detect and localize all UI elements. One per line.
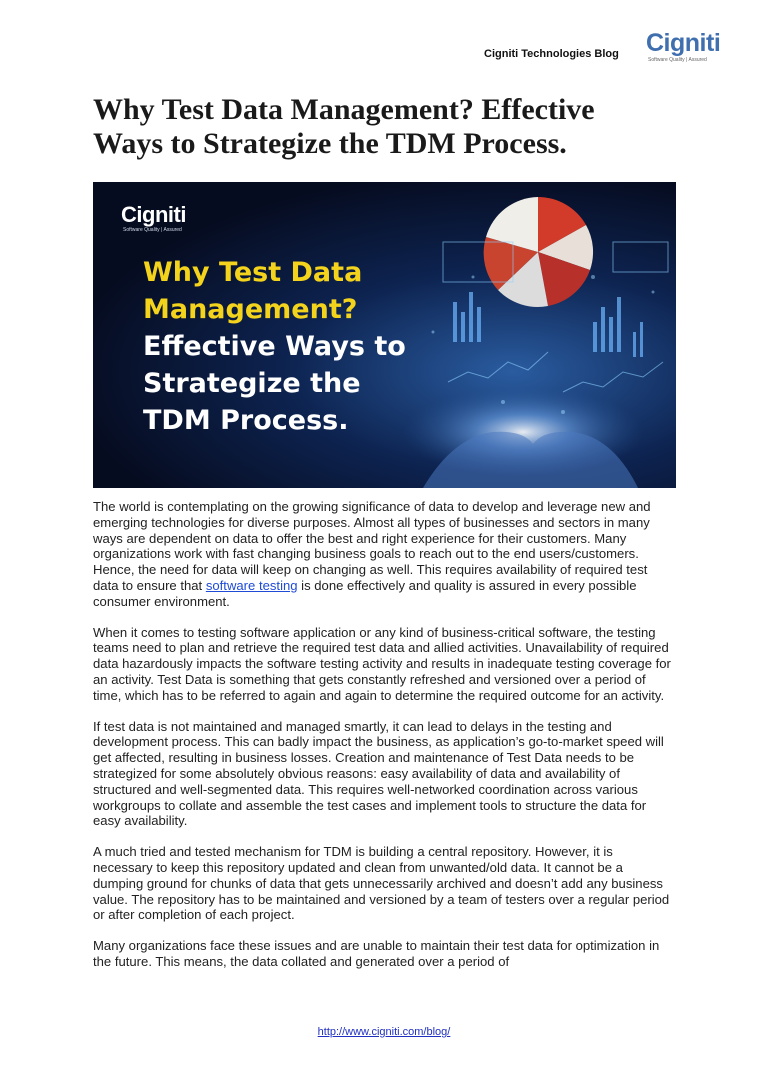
hero-headline-line1: Why Test Data (143, 257, 363, 288)
blog-header-label: Cigniti Technologies Blog (484, 48, 619, 60)
article-title-line1: Why Test Data Management? Effective (93, 93, 595, 126)
software-testing-link[interactable]: software testing (205, 577, 298, 593)
hero-headline-line5: TDM Process. (143, 405, 349, 436)
hero-headline-line4: Strategize the (143, 368, 361, 399)
paragraph-5: Many organizations face these issues and are unable to maintain their test data for optimization in the future. This means, the data collated and generated over a period of (93, 938, 660, 969)
hero-cigniti-logo (121, 204, 186, 233)
cigniti-logo[interactable] (646, 31, 732, 67)
hero-headline (143, 254, 433, 439)
footer (0, 1026, 768, 1038)
hero-logo-wordmark: Cigniti (121, 202, 186, 227)
paragraph-2: When it comes to testing software application or any kind of business-critical software, the testing teams need to plan and retrieve the required test data and allied activities. Unavailability of required data hazardously impacts the software testing activity and results in inadequate testing coverage for an activity. Test Data is something that gets constantly refreshed and versioned over a period of time, which has to be referred to again and again to determine the required outcome for an activity. (93, 624, 671, 703)
footer-blog-url-link[interactable]: http://www.cigniti.com/blog/ (317, 1026, 451, 1038)
article-title-line2: Ways to Strategize the TDM Process. (93, 127, 567, 160)
paragraph-1 (93, 499, 676, 610)
paragraph-1-text-b: is done effectively and quality is assured in every possible consumer environment. (93, 577, 637, 609)
logo-wordmark: Cigniti (646, 29, 721, 57)
article-title (93, 93, 653, 161)
paragraph-3: If test data is not maintained and managed smartly, it can lead to delays in the testing and development process. This can badly impact the business, as application’s go-to-market speed will get affected, resulting in business losses. Creation and maintenance of Test Data needs to be strategized for some absolutely obvious reasons: easy availability of data and availability of structured and well-segmented data. This requires well-networked coordination across various workgroups to collate and assemble the test cases and implement tools to structure the data for easy availability. (93, 718, 664, 829)
hero-headline-line2: Management? (143, 294, 358, 325)
logo-tagline: Software Quality | Assured (648, 57, 707, 63)
paragraph-1-text-a: The world is contemplating on the growing significance of data to develop and leverage new and emerging technologies for diverse purposes. Almost all types of businesses and sectors in many ways are dependent on data to offer the best and right experience for their customers. Many organizations work with fast changing business goals to reach out to the end users/customers. Hence, the need for data will keep on changing as well. This requires availability of required test data to ensure that (93, 499, 651, 593)
hero-headline-line3: Effective Ways to (143, 331, 406, 362)
paragraph-4: A much tried and tested mechanism for TDM is building a central repository. However, it is necessary to keep this repository updated and clean from unwanted/old data. It cannot be a dumping ground for chunks of data that gets unnecessarily archived and doesn’t add any business value. The repository has to be maintained and versioned by a team of testers over a regular period or after completion of each project. (93, 844, 670, 923)
hero-logo-tagline: Software Quality | Assured (123, 227, 182, 233)
hero-banner-image (93, 182, 676, 488)
article-body (93, 499, 676, 985)
